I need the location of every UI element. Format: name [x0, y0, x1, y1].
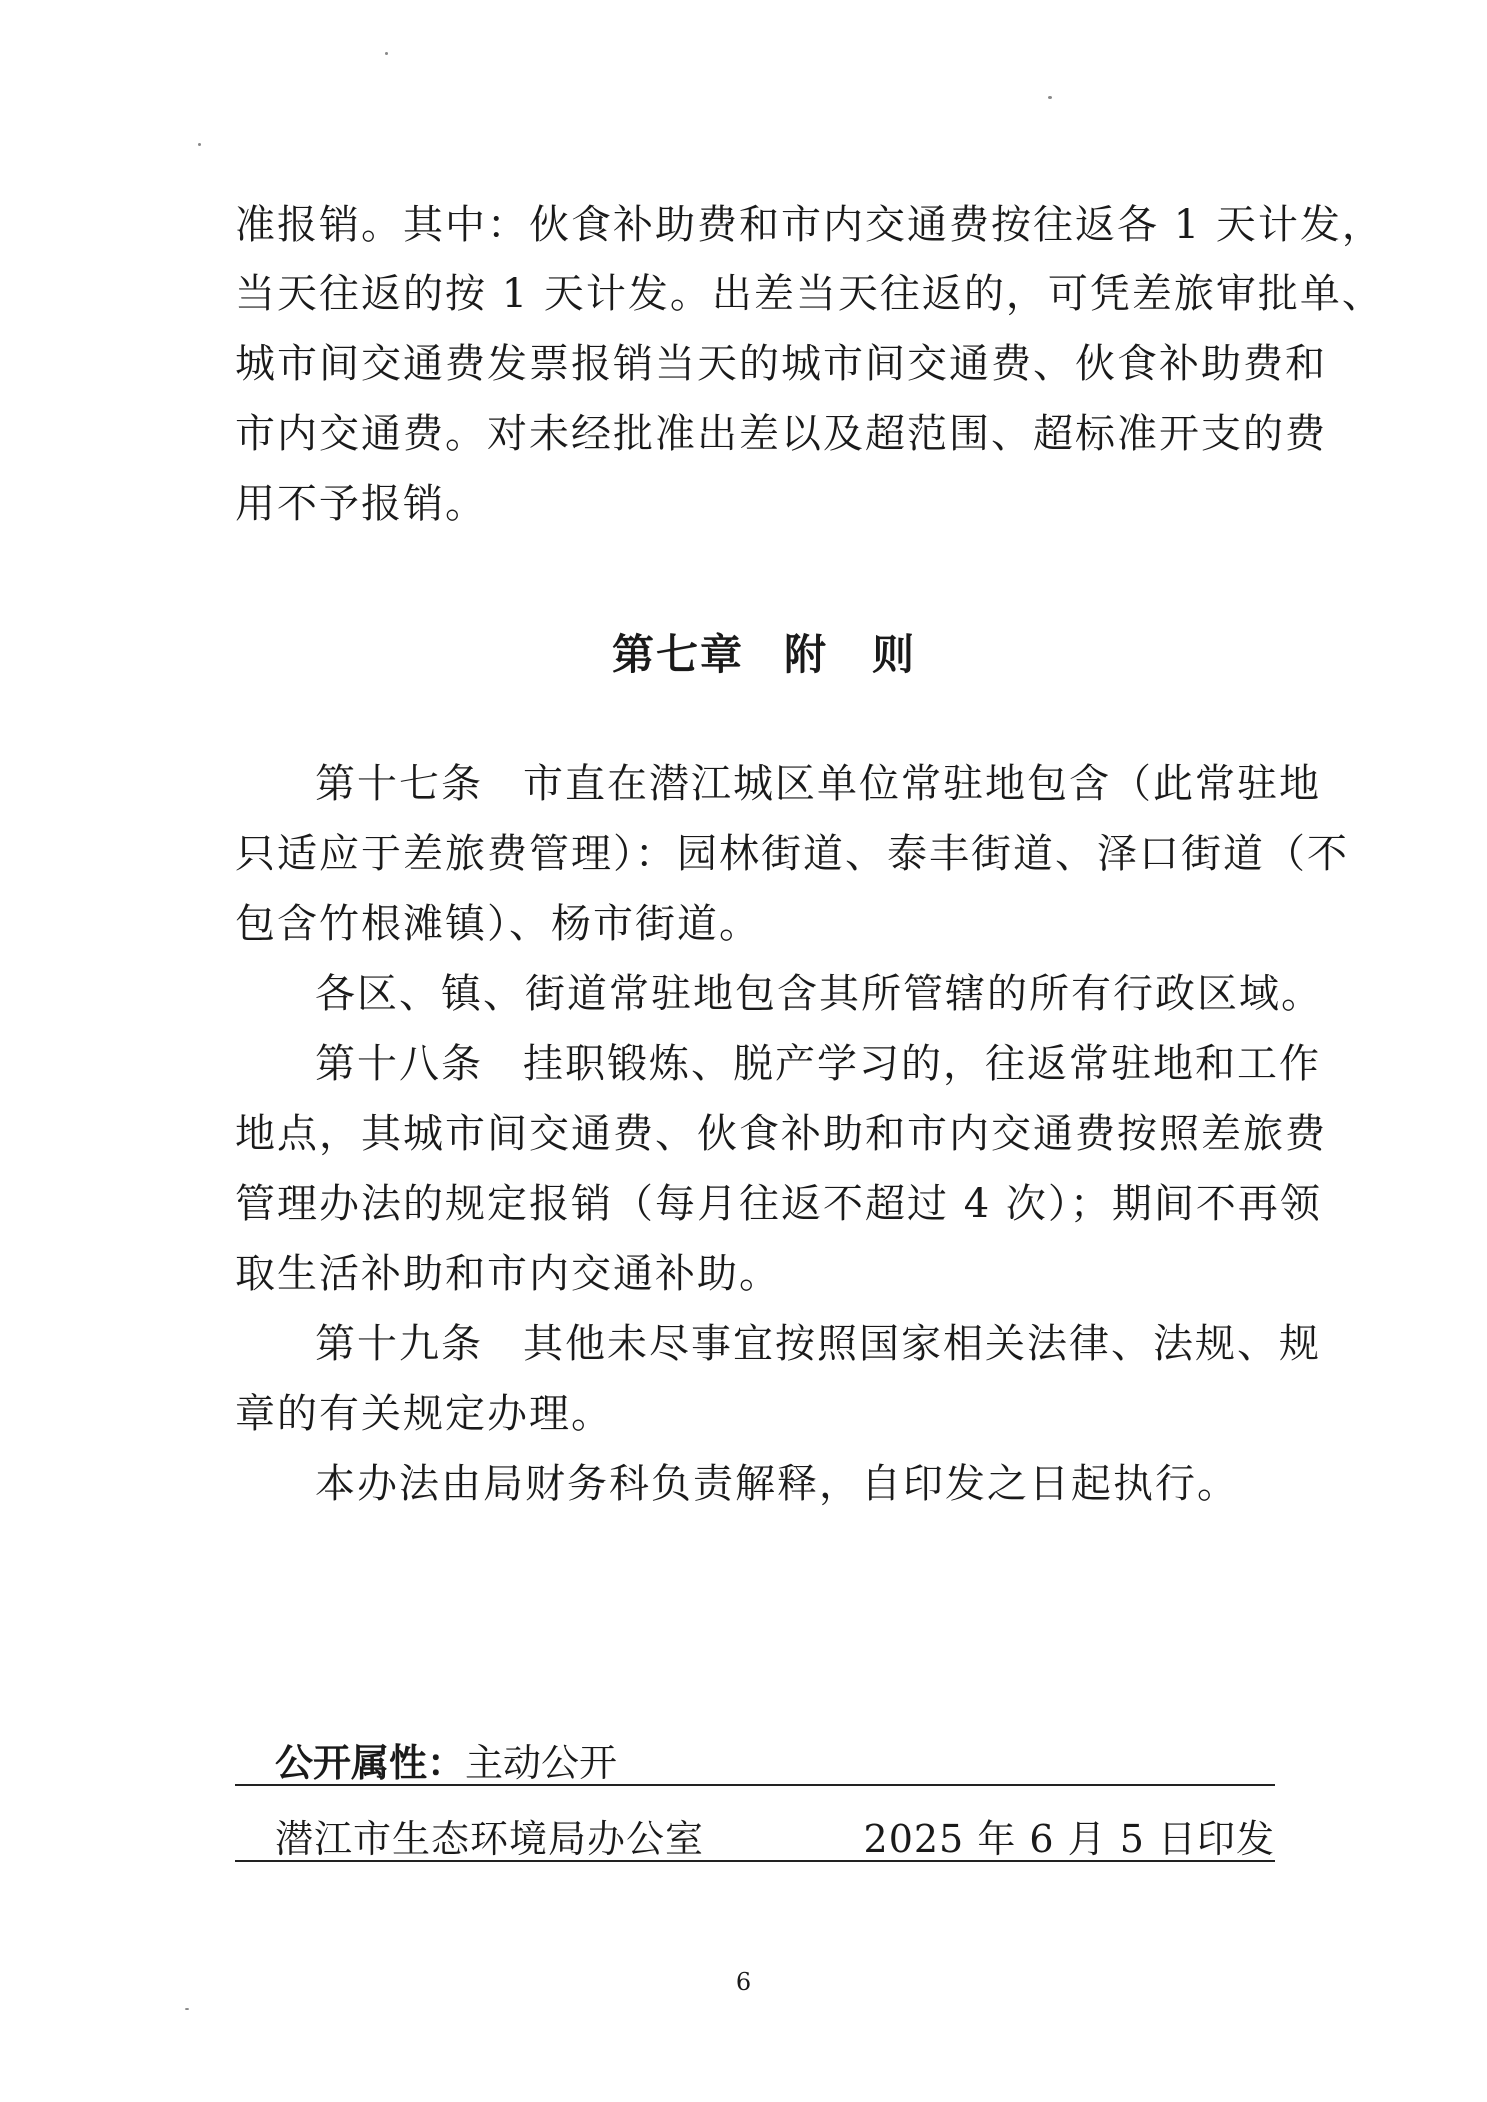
disclosure-label: 公开属性： [275, 1741, 466, 1785]
body-text-line: 城市间交通费发票报销当天的城市间交通费、伙食补助费和 [235, 341, 1327, 387]
body-text-line: 地点，其城市间交通费、伙食补助和市内交通费按照差旅费 [235, 1111, 1327, 1157]
body-text-line: 准报销。其中：伙食补助费和市内交通费按往返各 1 天计发， [235, 202, 1384, 248]
footer-divider [235, 1784, 1275, 1786]
body-text-line: 用不予报销。 [235, 481, 487, 527]
article-18-first-line: 第十八条 挂职锻炼、脱产学习的，往返常驻地和工作 [315, 1041, 1321, 1087]
chapter-title: 附 则 [784, 630, 917, 679]
article-19-first-line: 第十九条 其他未尽事宜按照国家相关法律、法规、规 [315, 1321, 1321, 1367]
article-17-first-line: 第十七条 市直在潜江城区单位常驻地包含（此常驻地 [315, 761, 1321, 807]
disclosure-attribute [275, 1732, 617, 1787]
body-text-line: 取生活补助和市内交通补助。 [235, 1251, 781, 1297]
issuing-office: 潜江市生态环境局办公室 [275, 1817, 705, 1861]
disclosure-value: 主动公开 [465, 1741, 618, 1785]
article-label: 第十七条 [315, 761, 483, 807]
closing-statement: 本办法由局财务科负责解释，自印发之日起执行。 [315, 1461, 1239, 1507]
body-text-line: 章的有关规定办理。 [235, 1391, 613, 1437]
body-text-line: 市内交通费。对未经批准出差以及超范围、超标准开支的费 [235, 411, 1327, 457]
scan-speck [198, 143, 201, 146]
article-label: 第十九条 [315, 1321, 483, 1367]
district-paragraph: 各区、镇、街道常驻地包含其所管辖的所有行政区域。 [315, 971, 1323, 1017]
scan-speck [385, 52, 388, 55]
chapter-number: 第七章 [612, 630, 745, 679]
page-number: 6 [735, 1968, 752, 1996]
body-text-line: 包含竹根滩镇）、杨市街道。 [235, 901, 761, 947]
article-label: 第十八条 [315, 1041, 483, 1087]
body-text-line: 只适应于差旅费管理）：园林街道、泰丰街道、泽口街道（不 [235, 831, 1349, 877]
issue-date: 2025 年 6 月 5 日印发 [863, 1817, 1275, 1861]
body-text-line: 管理办法的规定报销（每月往返不超过 4 次）；期间不再领 [235, 1181, 1322, 1227]
scan-speck [185, 2008, 189, 2010]
body-text-line: 当天往返的按 1 天计发。出差当天往返的，可凭差旅审批单、 [235, 271, 1384, 317]
chapter-heading [612, 622, 916, 682]
scan-speck [1048, 96, 1052, 99]
footer-divider [235, 1860, 1275, 1862]
